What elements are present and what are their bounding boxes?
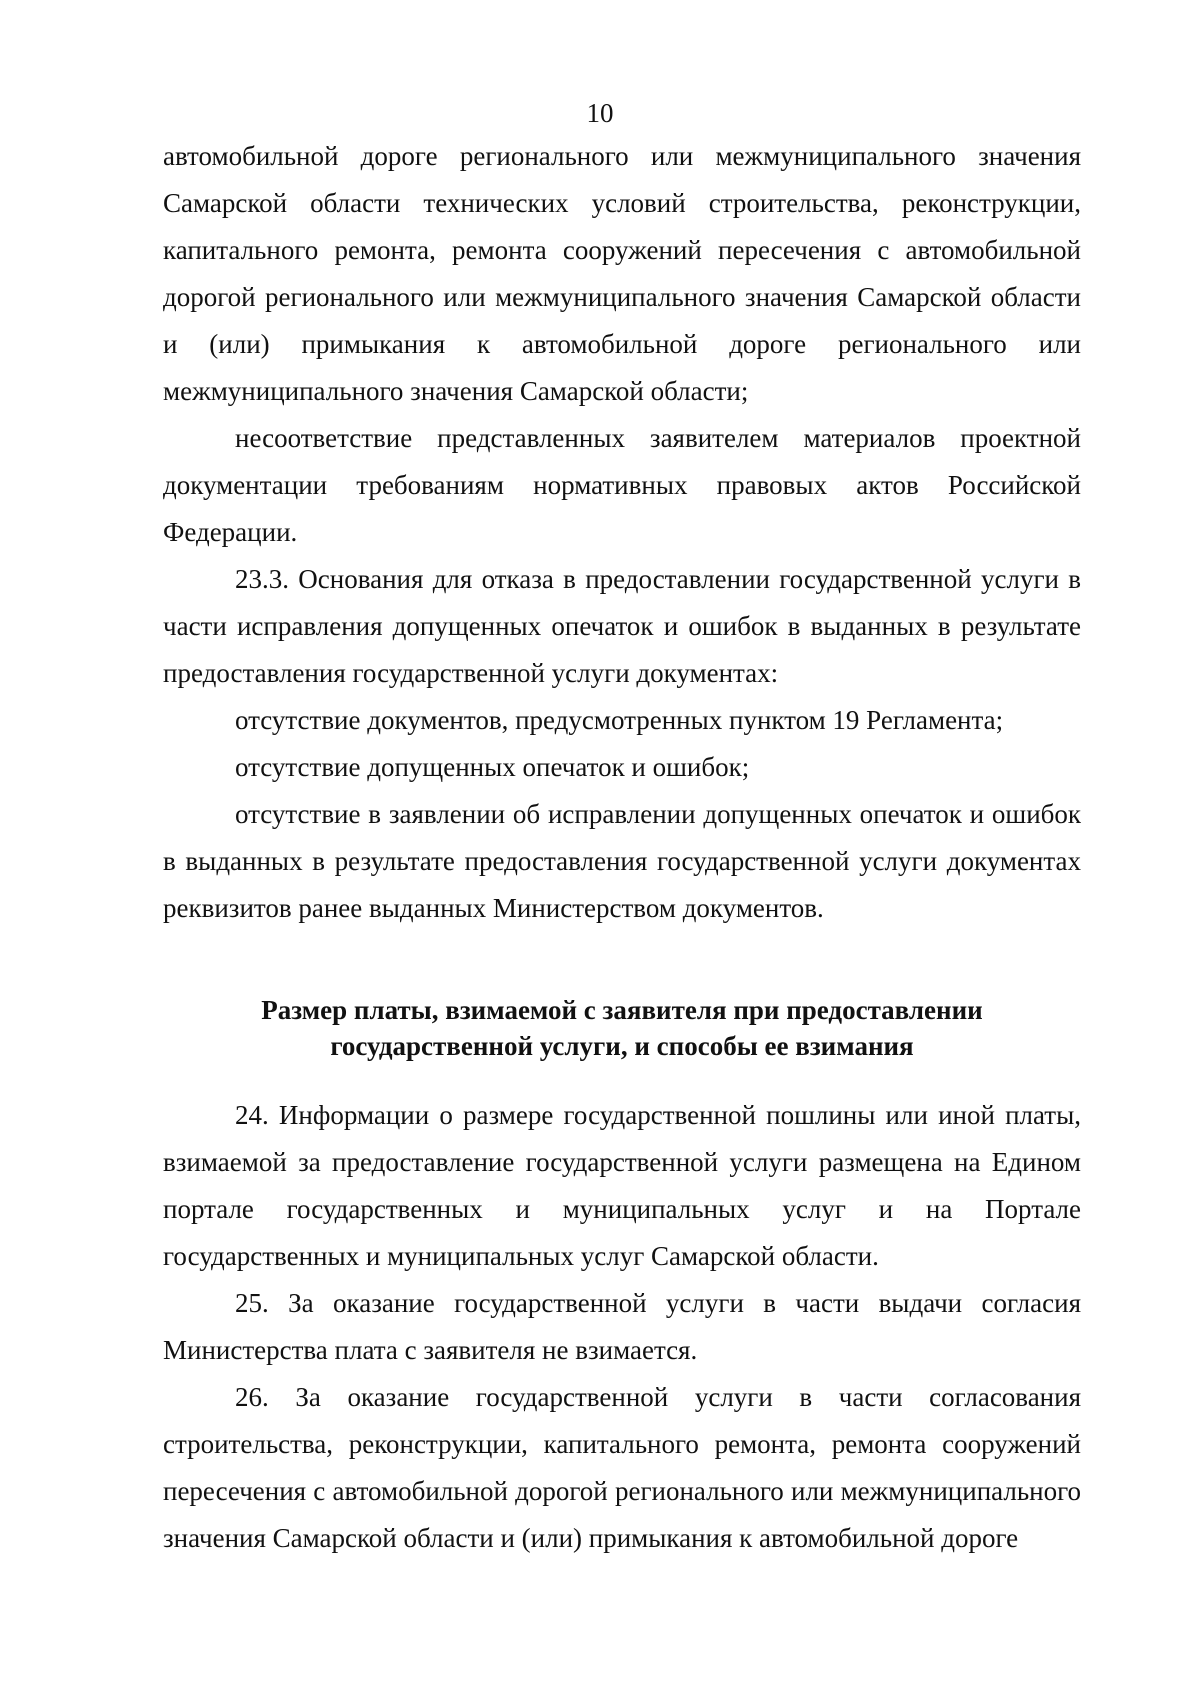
paragraph-absence-documents: отсутствие документов, предусмотренных пунктом 19 Регламента; (235, 705, 1004, 735)
section-heading-line-2: государственной услуги, и способы ее взимания (330, 1031, 914, 1061)
section-heading-line-1: Размер платы, взимаемой с заявителя при предоставлении (261, 995, 983, 1025)
body-text-upper (163, 133, 1081, 932)
paragraph-26: 26. За оказание государственной услуги в части согласования строительства, реконструкции, капитального ремонта, ремонта сооружений пересечения с автомобильной дорогой регионального или межмуниципального значения Самарской области и (или) примыкания к автомобильной дороге (163, 1382, 1081, 1553)
paragraph-25: 25. За оказание государственной услуги в части выдачи согласия Министерства плата с заявителя не взимается. (163, 1288, 1081, 1365)
paragraph-nonconformity: несоответствие представленных заявителем материалов проектной документации требованиям нормативных правовых актов Российской Федерации. (163, 423, 1081, 547)
paragraph-road-conditions: автомобильной дороге регионального или межмуниципального значения Самарской области технических условий строительства, реконструкции, капитального ремонта, ремонта сооружений пересечения с автомобильной дорогой регионального или межмуниципального значения Самарской области и (или) примыкания к автомобильной дороге регионального или межмуниципального значения Самарской области; (163, 141, 1081, 406)
paragraph-23-3: 23.3. Основания для отказа в предоставлении государственной услуги в части исправления допущенных опечаток и ошибок в выданных в результате предоставления государственной услуги документах: (163, 564, 1081, 688)
paragraph-absence-errors: отсутствие допущенных опечаток и ошибок; (235, 752, 750, 782)
paragraph-absence-details: отсутствие в заявлении об исправлении допущенных опечаток и ошибок в выданных в результате предоставления государственной услуги документах реквизитов ранее выданных Министерством документов. (163, 799, 1081, 923)
paragraph-24: 24. Информации о размере государственной пошлины или иной платы, взимаемой за предоставление государственной услуги размещена на Едином портале государственных и муниципальных услуг и на Портале государственных и муниципальных услуг Самарской области. (163, 1100, 1081, 1271)
page-number: 10 (586, 98, 614, 128)
body-text-lower (163, 1092, 1081, 1562)
section-heading (163, 992, 1081, 1064)
